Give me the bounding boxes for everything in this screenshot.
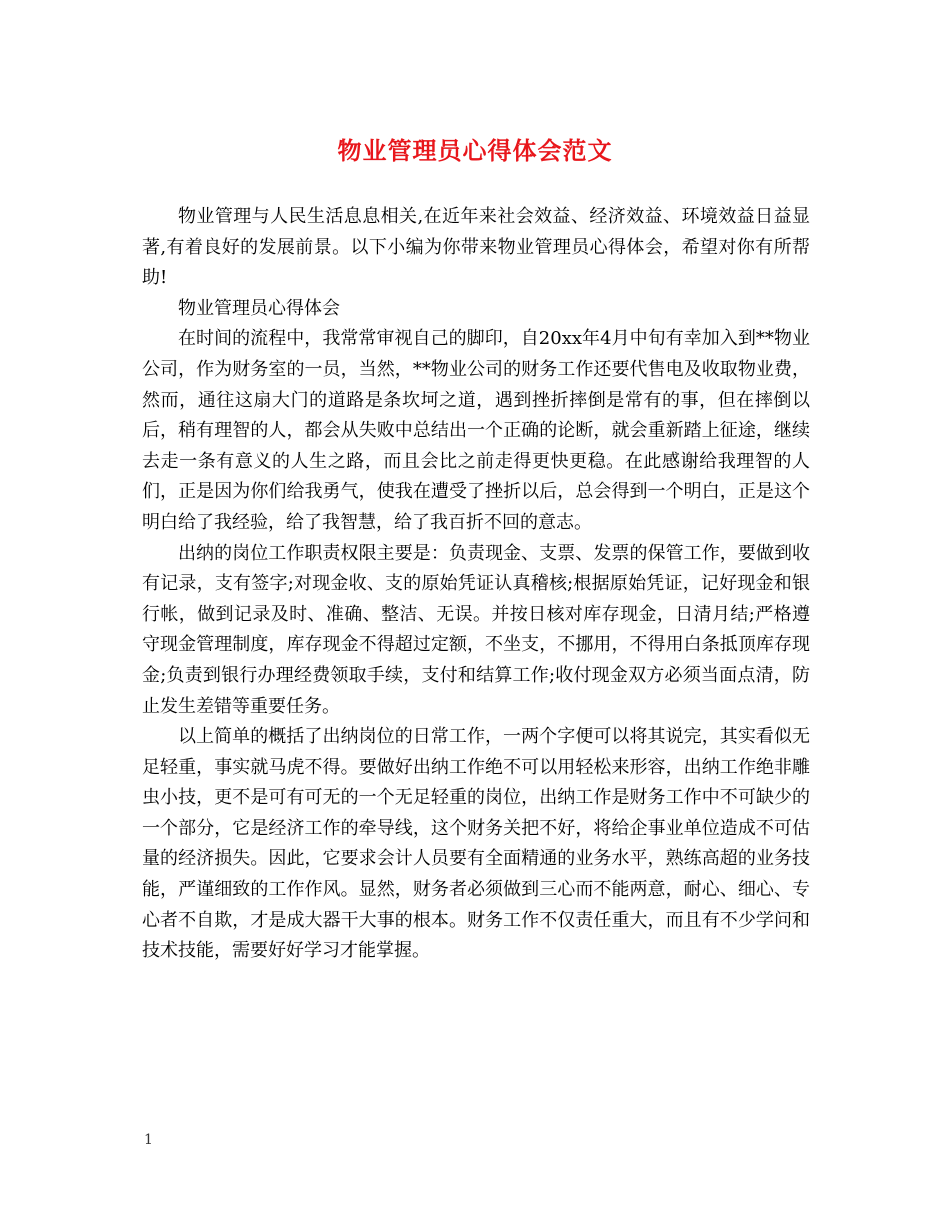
page-number: 1	[144, 1132, 153, 1148]
intro-paragraph: 物业管理与人民生活息息相关,在近年来社会效益、经济效益、环境效益日益显著,有着良好的发展前景。以下小编为你带来物业管理员心得体会，希望对你有所帮助!	[142, 206, 810, 289]
body-paragraph: 在时间的流程中，我常常审视自己的脚印，自20xx年4月中旬有幸加入到**物业公司，作为财务室的一员，当然，**物业公司的财务工作还要代售电及收取物业费，然而，通往这扇大门的道路是条坎坷之道，遇到挫折摔倒是常有的事，但在摔倒以后，稍有理智的人，都会从失败中总结出一个正确的论断，就会重新踏上征途，继续去走一条有意义的人生之路，而且会比之前走得更快更稳。在此感谢给我理智的人们，正是因为你们给我勇气，使我在遭受了挫折以后，总会得到一个明白，正是这个明白给了我经验，给了我智慧，给了我百折不回的意志。	[142, 328, 810, 533]
body-paragraph: 以上简单的概括了出纳岗位的日常工作，一两个字便可以将其说完，其实看似无足轻重，事实就马虎不得。要做好出纳工作绝不可以用轻松来形容，出纳工作绝非雕虫小技，更不是可有可无的一个无足轻重的岗位，出纳工作是财务工作中不可缺少的一个部分，它是经济工作的牵导线，这个财务关把不好，将给企事业单位造成不可估量的经济损失。因此，它要求会计人员要有全面精通的业务水平，熟练高超的业务技能，严谨细致的工作作风。显然，财务者必须做到三心而不能两意，耐心、细心、专心者不自欺，才是成大器干大事的根本。财务工作不仅责任重大，而且有不少学问和技术技能，需要好好学习才能掌握。	[142, 726, 810, 962]
document-title: 物业管理员心得体会范文	[337, 136, 613, 165]
document-body	[142, 202, 810, 967]
section-heading: 物业管理员心得体会	[178, 297, 340, 319]
body-paragraph: 出纳的岗位工作职责权限主要是：负责现金、支票、发票的保管工作，要做到收有记录，支有签字;对现金收、支的原始凭证认真稽核;根据原始凭证，记好现金和银行帐，做到记录及时、准确、整洁、无误。并按日核对库存现金，日清月结;严格遵守现金管理制度，库存现金不得超过定额，不坐支，不挪用，不得用白条抵顶库存现金;负责到银行办理经费领取手续，支付和结算工作;收付现金双方必须当面点清，防止发生差错等重要任务。	[142, 542, 810, 717]
